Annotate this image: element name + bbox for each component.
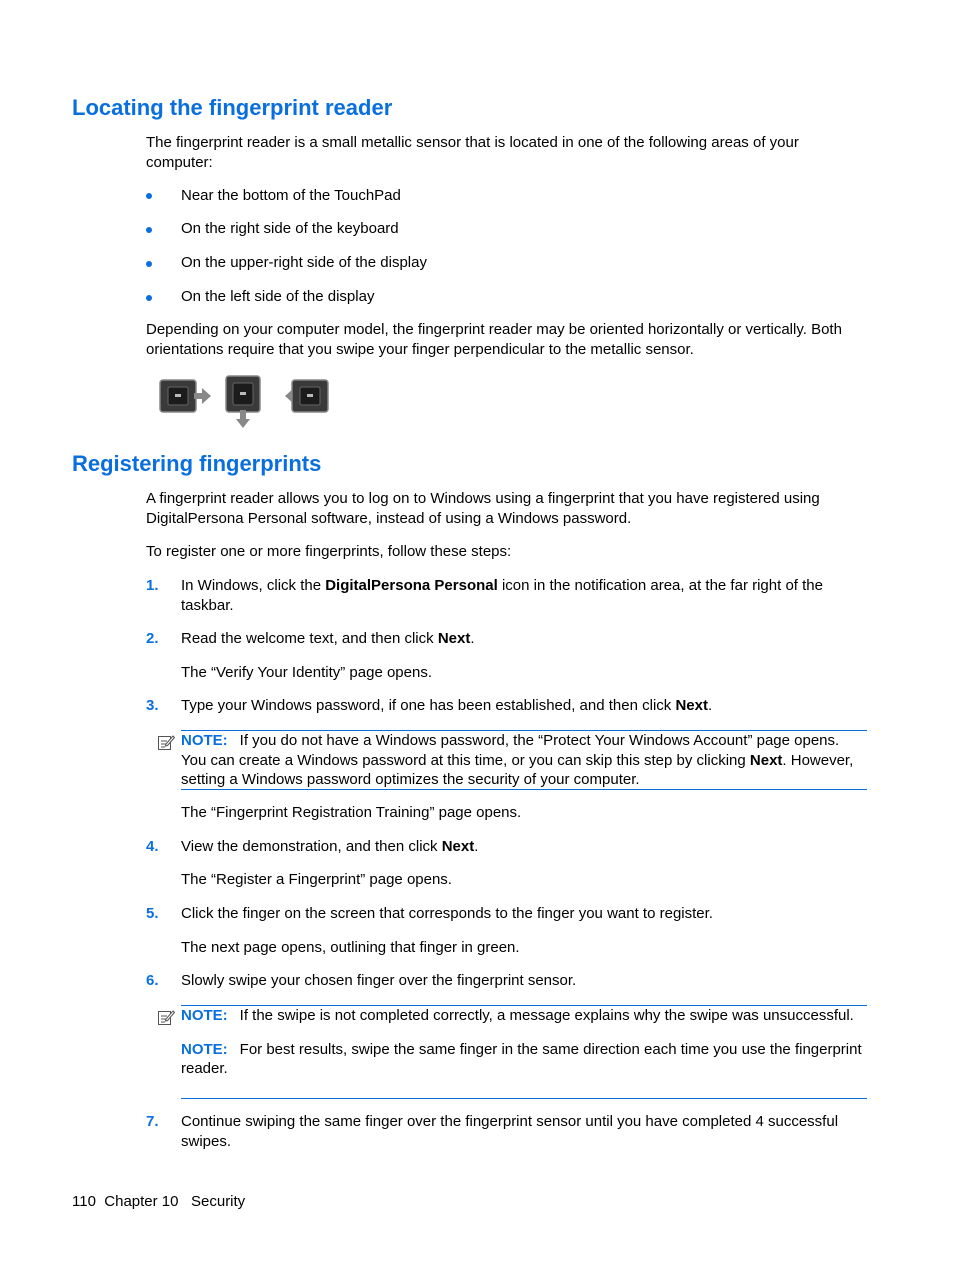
footer-section: Security	[191, 1193, 246, 1210]
step-5-text: Click the finger on the screen that corresponds to the finger you want to register.	[181, 905, 713, 922]
footer-chapter: Chapter 10	[104, 1193, 179, 1210]
note-pencil-icon	[157, 1008, 175, 1026]
note-1-text: NOTE: If you do not have a Windows password, the “Protect Your Windows Account” page opens. You can create a Windows password at this time, or you can skip this step by clicking Next. However, setting a Windows password optimizes the security of your computer.	[181, 732, 854, 788]
note-2-text: NOTE: If the swipe is not completed correctly, a message explains why the swipe was unsuccessful.	[181, 1007, 854, 1024]
note-3-text: NOTE: For best results, swipe the same finger in the same direction each time you use the fingerprint reader.	[181, 1040, 862, 1077]
step-3-result: The “Fingerprint Registration Training” page opens.	[181, 804, 522, 821]
step-4-text: View the demonstration, and then click Next.	[181, 838, 479, 855]
bullet-marker	[146, 227, 152, 233]
bullet-item: Near the bottom of the TouchPad	[181, 187, 401, 204]
step-6-text: Slowly swipe your chosen finger over the fingerprint sensor.	[181, 972, 577, 989]
note-label: NOTE:	[181, 732, 228, 749]
step-2-text: Read the welcome text, and then click Next.	[181, 630, 475, 647]
step-number: 7.	[146, 1113, 159, 1130]
bullet-marker	[146, 261, 152, 267]
fingerprint-orientation-illustration	[158, 374, 330, 430]
registering-intro: A fingerprint reader allows you to log on to Windows using a fingerprint that you have registered using DigitalPersona Personal software, instead of using a Windows password.	[146, 490, 820, 527]
step-2-result: The “Verify Your Identity” page opens.	[181, 664, 432, 681]
steps-intro: To register one or more fingerprints, follow these steps:	[146, 543, 512, 560]
orientation-text: Depending on your computer model, the fingerprint reader may be oriented horizontally or vertically. Both orientations require that you swipe your finger perpendicular to the metallic sensor.	[146, 321, 842, 358]
step-number: 4.	[146, 838, 159, 855]
bullet-item: On the upper-right side of the display	[181, 254, 427, 271]
page-number: 110	[72, 1193, 96, 1210]
fingerprint-swipe-left-icon	[285, 380, 328, 412]
section-title-locating: Locating the fingerprint reader	[72, 95, 393, 120]
step-number: 2.	[146, 630, 159, 647]
step-number: 5.	[146, 905, 159, 922]
step-5-result: The next page opens, outlining that finger in green.	[181, 939, 520, 956]
bullet-marker	[146, 295, 152, 301]
note-pencil-icon	[157, 733, 175, 751]
note-box	[181, 1005, 867, 1099]
bullet-item: On the right side of the keyboard	[181, 220, 399, 237]
step-4-result: The “Register a Fingerprint” page opens.	[181, 871, 452, 888]
note-box	[181, 730, 867, 790]
fingerprint-swipe-down-icon	[226, 376, 260, 428]
bullet-marker	[146, 193, 152, 199]
page-footer	[72, 1192, 245, 1212]
bullet-item: On the left side of the display	[181, 288, 375, 305]
step-number: 3.	[146, 697, 159, 714]
section-title-registering: Registering fingerprints	[72, 451, 322, 476]
step-number: 1.	[146, 577, 159, 594]
step-3-text: Type your Windows password, if one has been established, and then click Next.	[181, 697, 713, 714]
note-label: NOTE:	[181, 1040, 228, 1058]
step-7-text: Continue swiping the same finger over the fingerprint sensor until you have completed 4 successful swipes.	[181, 1113, 839, 1150]
step-1-text: In Windows, click the DigitalPersona Personal icon in the notification area, at the far right of the taskbar.	[181, 577, 823, 614]
step-number: 6.	[146, 972, 159, 989]
fingerprint-swipe-right-icon	[160, 380, 211, 412]
locating-intro: The fingerprint reader is a small metallic sensor that is located in one of the following areas of your computer:	[146, 134, 799, 171]
note-label: NOTE:	[181, 1007, 228, 1024]
